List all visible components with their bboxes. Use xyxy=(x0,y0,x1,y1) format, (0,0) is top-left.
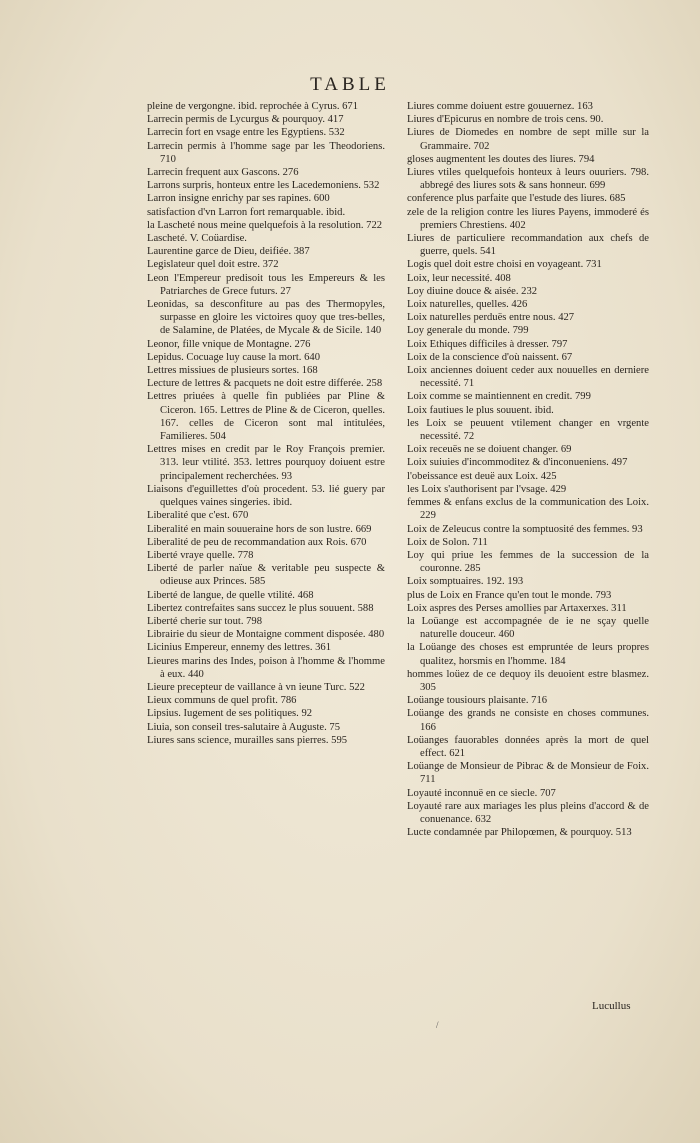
signature-mark: / xyxy=(436,1020,439,1030)
index-entry: les Loix s'authorisent par l'vsage. 429 xyxy=(407,483,567,495)
index-entry: Larrons surpris, honteux entre les Lacedemoniens. 532 xyxy=(147,180,380,192)
index-entry: la Loüange est accompagnée de ie ne sçay quelle naturelle douceur. 460 xyxy=(407,615,649,641)
index-entry: Larrecin fort en vsage entre les Egyptiens. 532 xyxy=(147,127,345,139)
index-entry: femmes & enfans exclus de la communication des Loix. 229 xyxy=(407,497,649,522)
index-entry: Loix naturelles, quelles. 426 xyxy=(407,299,528,311)
index-entry: hommes loüez de ce dequoy ils deuoient estre blasmez. 305 xyxy=(407,668,649,693)
index-entry: Loix naturelles perduës entre nous. 427 xyxy=(407,312,575,324)
index-entry: Liures d'Epicurus en nombre de trois cens. 90. xyxy=(407,114,604,126)
index-entry: Loy diuine douce & aisée. 232 xyxy=(407,285,538,297)
page-title: TABLE xyxy=(310,74,390,95)
index-entry: Loüange tousiours plaisante. 716 xyxy=(407,695,548,707)
index-entry: Larrecin permis à l'homme sage par les Theodoriens. 710 xyxy=(147,140,385,165)
index-entry: Lieux communs de quel profit. 786 xyxy=(147,695,297,707)
index-entry: Leonidas, sa desconfiture au pas des Thermopyles, surpasse en gloire les victoires quoy que tres-belles, de Salamine, de Platées, de Mycale & de Sicile. 140 xyxy=(147,299,385,337)
catchword: Lucullus xyxy=(592,1000,631,1012)
index-entry: Liures sans science, murailles sans pierres. 595 xyxy=(147,734,348,746)
index-entry: Libertez contrefaites sans succez le plus souuent. 588 xyxy=(147,602,374,614)
index-entry: Loix suiuies d'incommoditez & d'inconueniens. 497 xyxy=(407,457,628,469)
index-entry: Loy generale du monde. 799 xyxy=(407,325,529,337)
index-entry: pleine de vergongne. ibid. reprochée à Cyrus. 671 xyxy=(147,101,359,112)
index-entry: Lettres priuées à quelle fin publiées par Pline & Ciceron. 165. Lettres de Pline & de Ciceron, quelles. 167. celles de Ciceron sont mal intitulées, Familieres. 504 xyxy=(147,391,385,443)
index-entry: Liberté cherie sur tout. 798 xyxy=(147,615,263,627)
index-entry: Loix de Zeleucus contre la somptuosité des femmes. 93 xyxy=(407,523,643,535)
index-entry: Lecture de lettres & pacquets ne doit estre differée. 258 xyxy=(147,378,383,390)
index-entry: conference plus parfaite que l'estude des liures. 685 xyxy=(407,193,626,205)
index-entry: Loix somptuaires. 192. 193 xyxy=(407,576,524,588)
index-entry: Liberalité que c'est. 670 xyxy=(147,510,249,522)
index-entry: Larrecin frequent aux Gascons. 276 xyxy=(147,167,299,179)
index-entry: Loix, leur necessité. 408 xyxy=(407,272,511,284)
index-entry: Loix receuës ne se doiuent changer. 69 xyxy=(407,444,572,456)
index-entry: Legislateur quel doit estre. 372 xyxy=(147,259,279,271)
index-entry: Liures de particuliere recommandation aux chefs de guerre, quels. 541 xyxy=(407,233,649,258)
index-entry: plus de Loix en France qu'en tout le monde. 793 xyxy=(407,589,612,601)
index-entry: Loüanges fauorables données après la mort de quel effect. 621 xyxy=(407,734,649,759)
index-entry: Lettres mises en credit par le Roy François premier. 313. leur vtilité. 353. lettres pourquoy doiuent estre principalement recherchées. 93 xyxy=(147,444,385,482)
index-entry: Liberté vraye quelle. 778 xyxy=(147,549,254,561)
index-entry: Loix de la conscience d'où naissent. 67 xyxy=(407,351,573,363)
index-entry: Larrecin permis de Lycurgus & pourquoy. 417 xyxy=(147,114,344,126)
index-entry: Liuia, son conseil tres-salutaire à Auguste. 75 xyxy=(147,721,340,733)
index-entry: la Lascheté nous meine quelquefois à la resolution. 722 xyxy=(147,219,383,231)
index-entry: l'obeissance est deuë aux Loix. 425 xyxy=(407,470,557,482)
index-entry: Laurentine garce de Dieu, deifiée. 387 xyxy=(147,246,310,258)
index-entry: Licinius Empereur, ennemy des lettres. 361 xyxy=(147,642,332,654)
index-entry: Lieures marins des Indes, poison à l'homme & l'homme à eux. 440 xyxy=(147,655,385,680)
index-entry: Lipsius. Iugement de ses politiques. 92 xyxy=(147,708,313,720)
index-entry: Liures comme doiuent estre gouuernez. 163 xyxy=(407,101,593,112)
index-entry: Liberté de langue, de quelle vtilité. 468 xyxy=(147,589,314,601)
index-entry: Librairie du sieur de Montaigne comment disposée. 480 xyxy=(147,629,385,641)
index-entry: Liures de Diomedes en nombre de sept mille sur la Grammaire. 702 xyxy=(407,127,649,152)
index-column-right xyxy=(407,100,649,839)
index-entry: Loix comme se maintiennent en credit. 799 xyxy=(407,391,591,403)
index-entry: Lucte condamnée par Philopœmen, & pourquoy. 513 xyxy=(407,827,632,839)
index-entry: Leonor, fille vnique de Montagne. 276 xyxy=(147,338,311,350)
index-entry: Loix aspres des Perses amollies par Artaxerxes. 311 xyxy=(407,602,627,614)
index-entry: Lieure precepteur de vaillance à vn ieune Turc. 522 xyxy=(147,681,365,693)
index-entry: Lascheté. V. Coüardise. xyxy=(147,233,247,245)
index-entry: Loüange de Monsieur de Pibrac & de Monsieur de Foix. 711 xyxy=(407,761,649,786)
index-entry: Loüange des grands ne consiste en choses communes. 166 xyxy=(407,708,649,733)
index-entry: Loyauté inconnuë en ce siecle. 707 xyxy=(407,787,556,799)
index-entry: Liaisons d'eguillettes d'où procedent. 53. lié guery par quelques vaines singeries. ibid. xyxy=(147,483,385,509)
index-entry: Liures vtiles quelquefois honteux à leurs ouuriers. 798. abbregé des liures sots & sans honneur. 699 xyxy=(407,167,649,192)
index-entry: Liberté de parler naïue & veritable peu suspecte & odieuse aux Princes. 585 xyxy=(147,563,385,588)
index-entry: Lepidus. Cocuage luy cause la mort. 640 xyxy=(147,351,320,363)
index-entry: Loyauté rare aux mariages les plus pleins d'accord & de conuenance. 632 xyxy=(407,800,649,825)
index-entry: la Loüange des choses est empruntée de leurs propres qualitez, horsmis en l'homme. 184 xyxy=(407,642,649,667)
index-entry: Larron insigne enrichy par ses rapines. 600 xyxy=(147,193,330,205)
index-entry: gloses augmentent les doutes des liures. 794 xyxy=(407,153,595,165)
index-entry: Loix Ethiques difficiles à dresser. 797 xyxy=(407,338,568,350)
index-entry: Liberalité en main souueraine hors de son lustre. 669 xyxy=(147,523,372,535)
index-entry: Loix anciennes doiuent ceder aux nouuelles en derniere necessité. 71 xyxy=(407,365,649,390)
index-entry: Loix fautiues le plus souuent. ibid. xyxy=(407,404,554,416)
index-entry: Liberalité de peu de recommandation aux Rois. 670 xyxy=(147,536,367,548)
index-entry: satisfaction d'vn Larron fort remarquable. ibid. xyxy=(147,206,346,218)
index-entry: Logis quel doit estre choisi en voyageant. 731 xyxy=(407,259,602,271)
index-entry: Loix de Solon. 711 xyxy=(407,536,488,548)
index-entry: Leon l'Empereur predisoit tous les Empereurs & les Patriarches de Grece futurs. 27 xyxy=(147,272,385,297)
index-entry: les Loix se peuuent vtilement changer en vrgente necessité. 72 xyxy=(407,417,649,443)
index-entry: Loy qui priue les femmes de la succession de la couronne. 285 xyxy=(407,549,649,575)
index-entry: Lettres missiues de plusieurs sortes. 168 xyxy=(147,365,318,377)
index-column-left xyxy=(147,100,385,747)
index-entry: zele de la religion contre les liures Payens, immoderé és premiers Chrestiens. 402 xyxy=(407,206,649,231)
